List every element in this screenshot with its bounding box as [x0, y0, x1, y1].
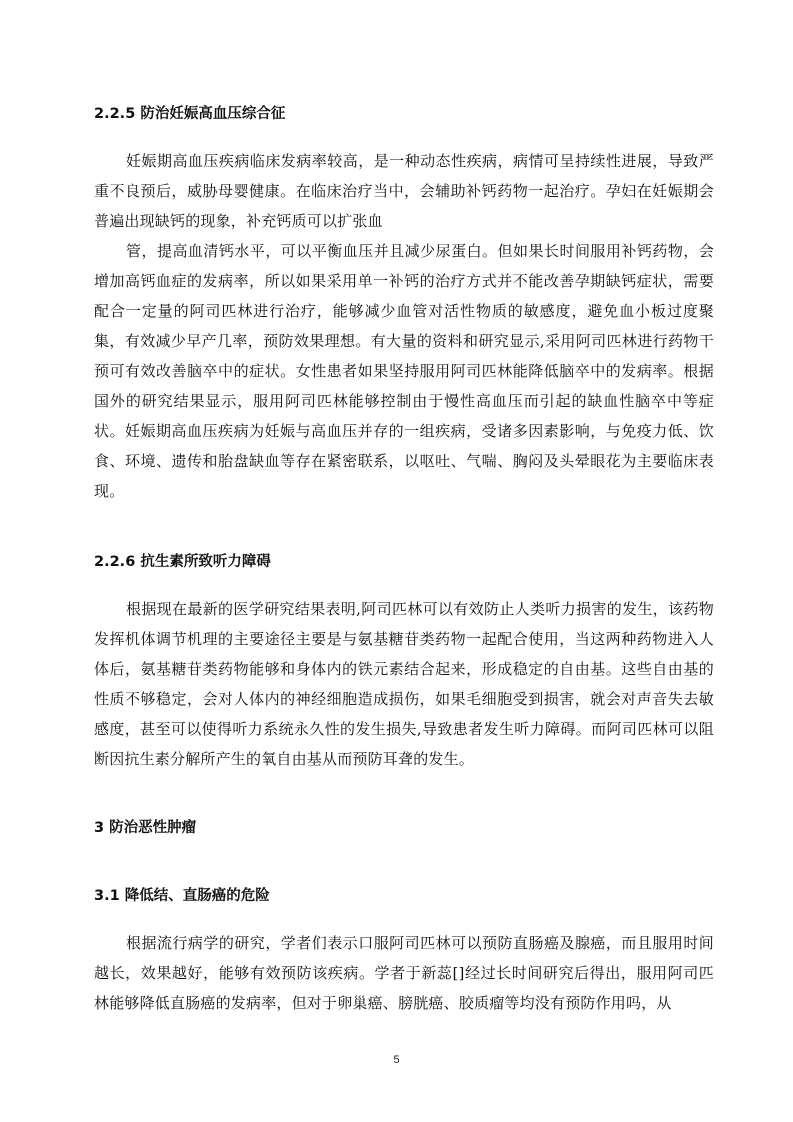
- paragraph: 根据现在最新的医学研究结果表明,阿司匹林可以有效防止人类听力损害的发生，该药物发挥机体调节机理的主要途径主要是与氨基糖苷类药物一起配合使用，当这两种药物进入人体后，氨基糖苷类药物能够和身体内的铁元素结合起来，形成稳定的自由基。这些自由基的性质不够稳定，会对人体内的神经细胞造成损伤，如果毛细胞受到损害，就会对声音失去敏感度，甚至可以使得听力系统永久性的发生损失,导致患者发生听力障碍。而阿司匹林可以阻断因抗生素分解所产生的氧自由基从而预防耳聋的发生。: [94, 600, 714, 768]
- section-heading-3: 3 防治恶性肿瘤: [94, 820, 197, 836]
- section-heading-3-1: 3.1 降低结、直肠癌的危险: [94, 888, 270, 904]
- paragraph: 妊娠期高血压疾病临床发病率较高，是一种动态性疾病，病情可呈持续性进展，导致严重不良预后，威胁母婴健康。在临床治疗当中，会辅助补钙药物一起治疗。孕妇在妊娠期会普遍出现缺钙的现象，补充钙质可以扩张血: [94, 152, 714, 230]
- section-heading-2-2-6: 2.2.6 抗生素所致听力障碍: [94, 554, 271, 570]
- paragraph: 根据流行病学的研究，学者们表示口服阿司匹林可以预防直肠癌及腺癌，而且服用时间越长，效果越好，能够有效预防该疾病。学者于新蕊[]经过长时间研究后得出，服用阿司匹林能够降低直肠癌的发病率，但对于卵巢癌、膀胱癌、胶质瘤等均没有预防作用吗，从: [94, 934, 714, 1012]
- paragraph: 管，提高血清钙水平，可以平衡血压并且减少尿蛋白。但如果长时间服用补钙药物，会增加高钙血症的发病率，所以如果采用单一补钙的治疗方式并不能改善孕期缺钙症状，需要配合一定量的阿司匹林进行治疗，能够减少血管对活性物质的敏感度，避免血小板过度聚集，有效减少早产几率，预防效果理想。有大量的资料和研究显示,采用阿司匹林进行药物干预可有效改善脑卒中的症状。女性患者如果坚持服用阿司匹林能降低脑卒中的发病率。根据国外的研究结果显示，服用阿司匹林能够控制由于慢性高血压而引起的缺血性脑卒中等症状。妊娠期高血压疾病为妊娠与高血压并存的一组疾病，受诸多因素影响，与免疫力低、饮食、环境、遗传和胎盘缺血等存在紧密联系，以呕吐、气喘、胸闷及头晕眼花为主要临床表现。: [94, 242, 714, 500]
- section-heading-2-2-5: 2.2.5 防治妊娠高血压综合征: [94, 106, 286, 122]
- page-number: 5: [393, 1054, 400, 1066]
